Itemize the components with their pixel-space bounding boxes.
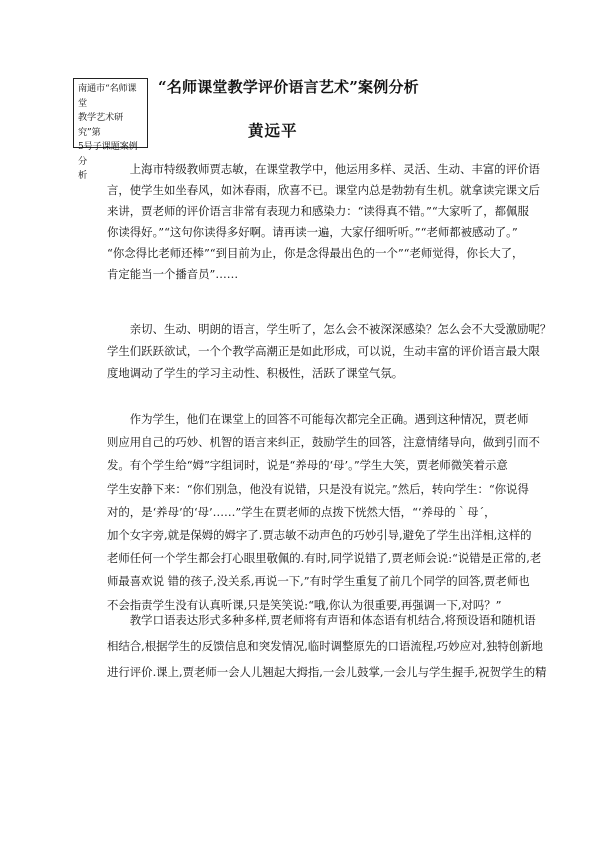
text-line: “你念得比老师还棒”“到目前为止，你是念得最出色的一个”“老师觉得，你长大了， (107, 246, 524, 260)
text-line: 对的，是‘养母’的‘母’……”学生在贾老师的点拨下恍然大悟，“‘养母的｀母´， (107, 504, 496, 519)
text-line: 发。有个学生给“姆”字组词时，说是“养母的‘母’。”学生大笑，贾老师微笑着示意 (107, 458, 508, 473)
paragraph-1 (107, 159, 540, 285)
text-line: 你读得好。”“这句你读得多好啊。请再读一遍，大家仔细听听。”“老师都被感动了。” (107, 225, 518, 239)
text-line: 学生们跃跃欲试，一个个教学高潮正是如此形成，可以说，生动丰富的评价语言最大限 (107, 344, 540, 358)
text-line: 度地调动了学生的学习主动性、积极性，活跃了课堂气氛。 (107, 366, 404, 380)
text-line: 教学口语表达形式多种多样,贾老师将有声语和体态语有机结合,将预设语和随机语 (107, 613, 536, 627)
paragraph-2 (107, 318, 552, 384)
note-line: 教学艺术研究”第 (78, 112, 123, 138)
note-line: 南通市“名师课堂 (78, 83, 137, 109)
text-line: 加个女字旁,就是保姆的姆字了.贾志敏不动声色的巧妙引导,避免了学生出洋相,这样的 (107, 527, 532, 542)
text-line: 学生安静下来：“你们别急，他没有说错，只是没有说完。”然后，转向学生：“你说得 (107, 481, 529, 496)
text-line: 不会指责学生没有认真听课,只是笑笑说:“哦,你认为很重要,再强调一下,对吗？” (107, 597, 502, 612)
subproject-note-box (73, 78, 148, 181)
text-line: 作为学生，他们在课堂上的回答不可能每次都完全正确。遇到这种情况，贾老师 (107, 412, 529, 426)
note-line: 析 (78, 170, 87, 181)
note-line: 5号子课题案例分 (78, 141, 138, 167)
text-line: 老师任何一个学生都会打心眼里敬佩的.有时,同学说错了,贾老师会说:“说错是正常的,老 (107, 551, 542, 566)
author-name: 黄远平 (248, 121, 298, 140)
text-line: 言，使学生如坐春风，如沐春雨，欣喜不已。课堂内总是勃勃有生机。就拿读完课文后 (107, 183, 540, 197)
text-line: 亲切、生动、明朗的语言，学生听了，怎么会不被深深感染？怎么会不大受激励呢？ (107, 322, 552, 336)
text-line: 则应用自己的巧妙、机智的语言来纠正，鼓励学生的回答，注意情绪导向，做到引而不 (107, 435, 540, 450)
text-line: 来讲，贾老师的评价语言非常有表现力和感染力：“读得真不错。”“大家听了，都佩服 (107, 204, 529, 218)
paragraph-4 (107, 607, 547, 685)
text-line: 肯定能当一个播音员”…… (107, 267, 239, 281)
paragraph-3 (107, 408, 542, 617)
text-line: 师最喜欢说 错的孩子,没关系,再说一下,”有时学生重复了前几个同学的回答,贾老师也 (107, 574, 530, 589)
document-title: “名师课堂教学评价语言艺术”案例分析 (158, 78, 419, 96)
text-line: 上海市特级教师贾志敏，在课堂教学中，他运用多样、灵活、生动、丰富的评价语 (107, 162, 540, 176)
text-line: 相结合,根据学生的反馈信息和突发情况,临时调整原先的口语流程,巧妙应对,独特创新地 (107, 639, 543, 653)
text-line: 进行评价.课上,贾老师一会人儿翘起大拇指,一会儿鼓掌,一会儿与学生握手,祝贺学生的精 (107, 665, 547, 679)
